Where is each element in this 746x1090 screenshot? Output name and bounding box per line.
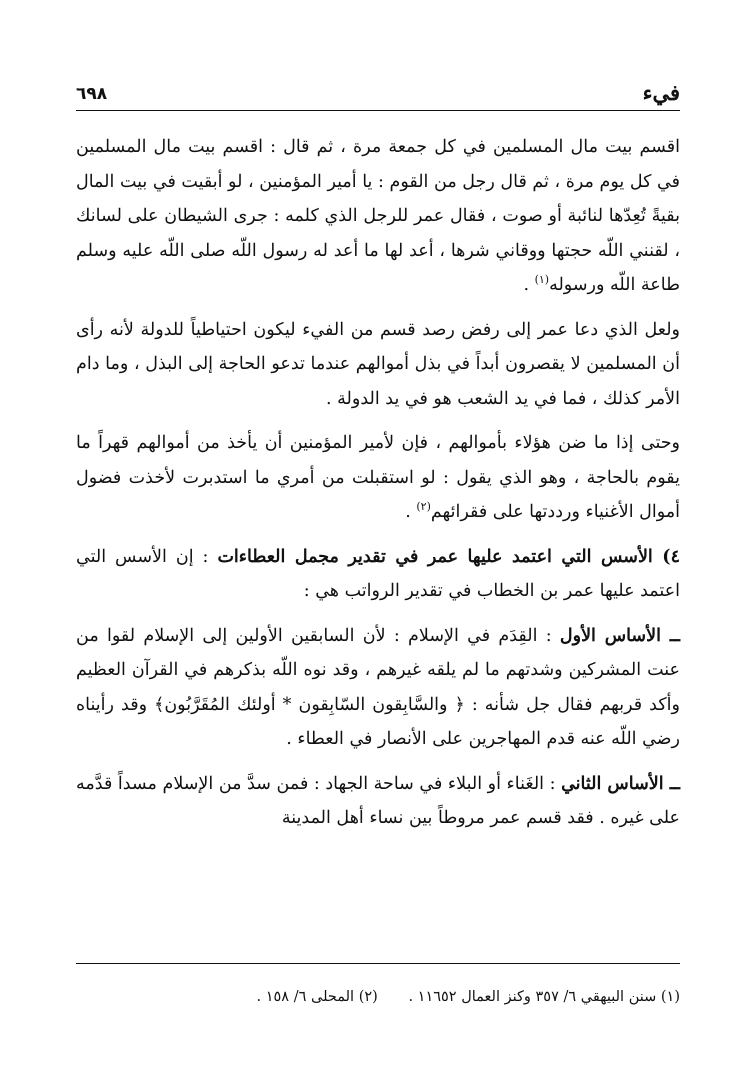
section-heading-4: ٤) الأسس التي اعتمد عليها عمر في تقدير مجمل العطاءات xyxy=(217,546,680,567)
paragraph-second-basis: ــ الأساس الثاني : الغَناء أو البلاء في ساحة الجهاد : فمن سدَّ من الإسلام مسداً قدَّمه على غيره . فقد قسم عمر مروطاً بين نساء أهل المدينة xyxy=(76,773,680,828)
first-basis-heading: ــ الأساس الأول xyxy=(559,625,680,646)
footnote-ref-1[interactable]: (١) xyxy=(534,273,550,287)
running-title: فيء xyxy=(642,80,680,105)
footnote-1: (١) سنن البيهقي ٦/ ٣٥٧ وكنز العمال ١١٦٥٢ . xyxy=(408,989,680,1005)
footnotes xyxy=(76,985,680,1009)
main-text xyxy=(76,130,680,836)
page-header xyxy=(76,80,680,108)
paragraph-2: ولعل الذي دعا عمر إلى رفض رصد قسم من الفيء ليكون احتياطياً للدولة لأنه رأى أن المسلمين لا يقصرون أبداً في بذل أموالهم عندما تدعو الحاجة إلى البذل ، وما دام الأمر كذلك ، فما في يد الشعب هو في يد الدولة . xyxy=(76,319,680,409)
footnote-2: (٢) المحلى ٦/ ١٥٨ . xyxy=(256,989,378,1005)
paragraph-3: وحتى إذا ما ضن هؤلاء بأموالهم ، فإن لأمير المؤمنين أن يأخذ من أموالهم قهراً ما يقوم بالحاجة ، وهو الذي يقول : لو استقبلت من أمري ما استدبرت لأخذت فضول أموال الأغنياء ورددتها على فقرائهم$^{(٢)}$ . xyxy=(76,433,680,522)
footnote-divider xyxy=(76,963,680,964)
paragraph-4: ٤) الأسس التي اعتمد عليها عمر في تقدير مجمل العطاءات : إن الأسس التي اعتمد عليها عمر بن الخطاب في تقدير الرواتب هي : xyxy=(76,546,680,601)
paragraph-1: اقسم بيت مال المسلمين في كل جمعة مرة ، ثم قال : اقسم بيت مال المسلمين في كل يوم مرة ، ثم قال رجل من القوم : يا أمير المؤمنين ، لو أبقيت في بيت المال بقيةً تُعِدّها لنائبة أو صوت ، فقال عمر للرجل الذي كلمه : جرى الشيطان على لسانك ، لقنني اللّه حجتها ووقاني شرها ، أعد لها ما أعد له رسول اللّه صلى اللّه عليه وسلم طاعة اللّه ورسوله$^{(١)}$ . xyxy=(76,137,680,295)
page-number: ٦٩٨ xyxy=(76,84,108,104)
footnote-ref-2[interactable]: (٢) xyxy=(416,500,431,514)
second-basis-heading: ــ الأساس الثاني xyxy=(561,773,680,794)
paragraph-first-basis: ــ الأساس الأول : القِدَم في الإسلام : لأن السابقين الأولين إلى الإسلام لقوا من عنت المشركين وشدتهم ما لم يلقه غيرهم ، وقد نوه اللّه بذكرهم في القرآن العظيم وأكد قربهم فقال جل شأنه : ﴿ والسَّابِقون السّابِقون * أولئك المُقَرَّبُون﴾ وقد رأيناه رضي اللّه عنه قدم المهاجرين على الأنصار في العطاء . xyxy=(76,625,680,749)
header-divider xyxy=(76,110,680,111)
